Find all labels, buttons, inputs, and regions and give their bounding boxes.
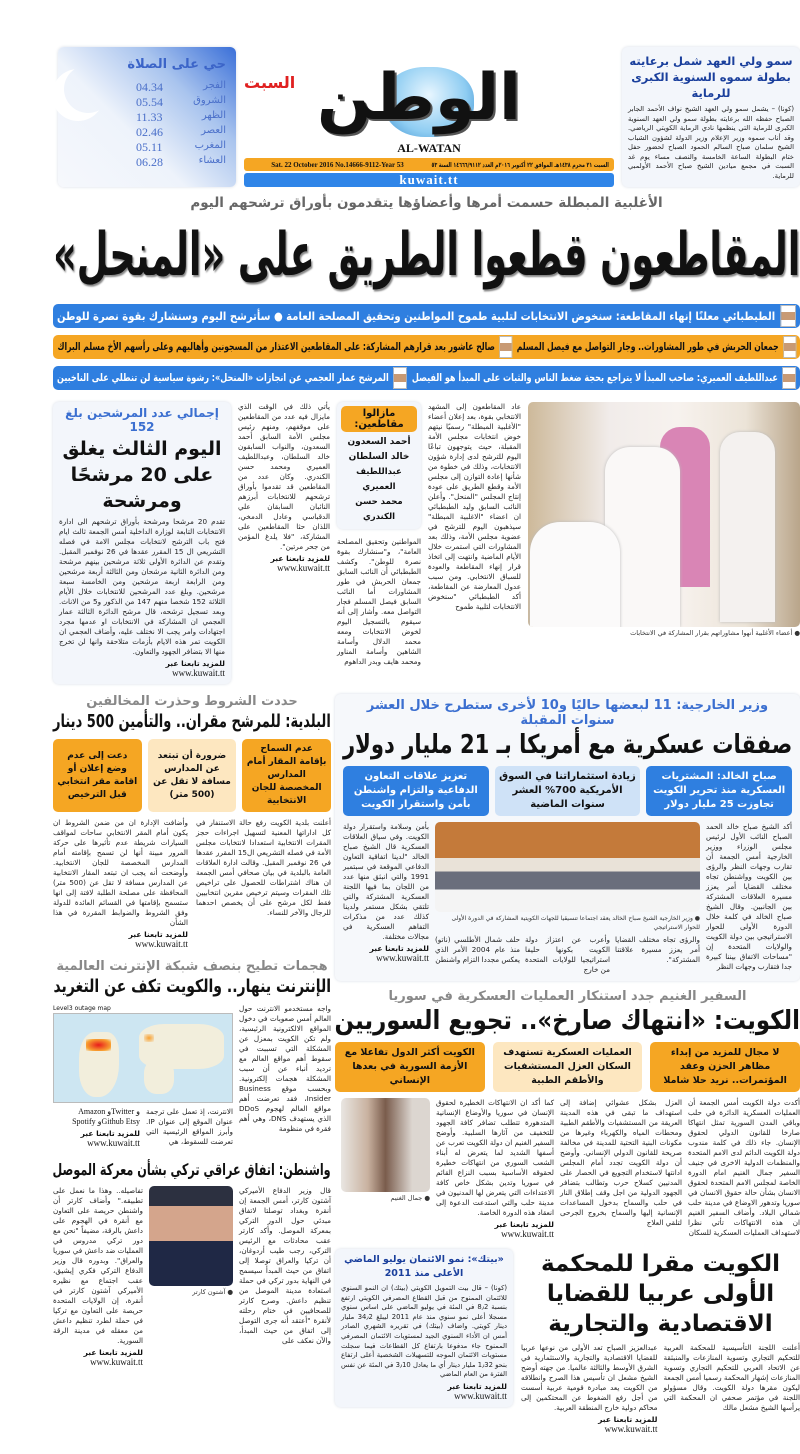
internet-kicker: هجمات تطيح بنصف شبكة الإنترنت العالمية <box>53 959 331 974</box>
more-link[interactable]: www.kuwait.tt <box>343 953 429 963</box>
headline-wrap <box>53 709 331 735</box>
court-col2-wrap <box>521 1343 658 1434</box>
portrait-icon <box>780 305 796 327</box>
prayer-time: 11.33 <box>136 110 163 125</box>
municipality-headline: البلدية: للمرشح مقران.. والتأمين 500 دينار <box>53 709 331 735</box>
more-link[interactable]: www.kuwait.tt <box>59 668 225 678</box>
military-body-row <box>343 822 792 975</box>
municipality-body-row <box>53 818 331 949</box>
highlight-box: الكويت أكثر الدول تفاعلا مع الأزمة السورية في بعدها الإنساني <box>335 1042 485 1092</box>
more-label: للمزيد تابعنا عبر <box>53 930 188 939</box>
prayer-row <box>136 95 226 110</box>
date-english: Sat. 22 October 2016 No.14666-9112-Year 53 <box>271 161 404 169</box>
portrait-icon <box>782 367 796 389</box>
boycott-name: محمد حسن الكندري <box>341 495 417 525</box>
headline-wrap <box>343 728 792 762</box>
prayer-time: 05.11 <box>136 140 163 155</box>
date-bar <box>244 158 614 171</box>
prayer-time: 02.46 <box>136 125 163 140</box>
court-headline: الكويت مقرا للمحكمة الأولى عربيا للقضايا الاقتصادية والتجارية <box>521 1249 800 1339</box>
prayer-name: العشاء <box>199 155 226 170</box>
more-link[interactable]: www.kuwait.tt <box>53 1138 140 1148</box>
syria-boxes <box>335 1042 800 1092</box>
mosul-photo-caption: ● آشتون كارتر <box>149 1288 233 1297</box>
story-headline: سمو ولي العهد شمل برعايته بطولة سموه السنوية الكبرى للرماية <box>628 53 794 101</box>
more-link[interactable]: www.kuwait.tt <box>521 1424 658 1434</box>
bar-text: الطبطبائي معلنًا إنهاء المقاطعة: سنخوض الانتخابات لتلبية طموح المواطنين وتحقيق المصلحة العامة ● سأترشح اليوم وسنشارك بقوة نصرة للوطن <box>57 309 775 323</box>
date-english-wrap <box>249 161 426 169</box>
outage-map <box>53 1013 233 1103</box>
outage-hotspot <box>86 1039 111 1051</box>
military-bottom: حلف شمال الأطلسي (ناتو) منذ عام 2004 الأمر الذي يعكس مجددا التزام واشنطن <box>435 935 520 965</box>
internet-col1: واجه مستخدمو الانترنت حول العالم أمس صعوبات في دخول المواقع الالكترونية الرئيسية، ولم تكن الكويت بمعزل عن المشكلة التي تسببت في سقوط أهم مواقع العالم مع ترديد أنباء عن أن سبب المشكلة هجمات إلكترونية. وبحسب موقع Business Insider، فقد تعرضت أهم مواقع العالم لهجوم DDoS الذي يستهدف DNS، وهي أهم فقرة في منظومة <box>239 1004 331 1134</box>
boycott-name: خالد السلطان <box>341 450 417 465</box>
prayer-list <box>136 80 226 170</box>
prayer-row <box>136 110 226 125</box>
prayer-title: حي على الصلاة <box>68 57 226 72</box>
mosul-col1: قال وزير الدفاع الأميركي آشتون كارتر، أمس الجمعة إن أنقرة وبغداد توصلتا لاتفاق مبدئي حول الدور التركي بمعركة الموصل. وأكد كارتر عقب محادثات مع الرئيس التركي، رجب طيب أردوغان، أن تركيا والعراق توصلا إلى اتفاق من حيث المبدأ سيسمح في النهاية بدور تركي في حملة استعادة مدينة الموصل من تنظيم داعش. وصرح كارتر للصحافيين في ختام رحلته لأنقرة "أعتقد أنه جرى التوصل إلى اتفاق من حيث المبدأ، والآن نعكف على <box>239 1186 331 1346</box>
military-col1: أكد الشيخ صباح خالد الحمد الصباح النائب الأول لرئيس مجلس الوزراء ووزير الخارجية أمس الجمعة أن تقارب وجهات النظر والرؤى بين الكويت وواشنطن تجاه مختلف القضايا أمر يعزز مسيرة العلاقات المشتركة بين الجانبين. وقال الشيخ صباح الخالد في كلمة خلال الدورة الأولى للحوار الاستراتيجي بين دولة الكويت والولايات المتحدة إن "مساحات الاتفاق بيننا كبيرة جدا فتقارب وجهات النظر <box>706 822 792 972</box>
military-story <box>335 694 800 981</box>
outage-hotspot <box>144 1034 154 1042</box>
story-body: (كونا) – يشمل سمو ولي العهد الشيخ نواف الأحمد الجابر الصباح حفظه الله برعايته بطولة سمو ولي العهد السنوية الكبرى للرماية التي ينظمها نادي الرماية الكويتي الرياضي. وقد أناب سموه وزير الإعلام وزير الدولة لشؤون الشباب الشيخ سلمان صباح السالم الحمود الصباح لحضور حفل ختام البطولة الساعة الخامسة والنصف مساء يوم غد السبت في مجمع ميادين الشيخ صباح الأحمد الأولمبي للرماية. <box>628 105 794 181</box>
prayer-times-box <box>58 47 236 187</box>
header-row <box>53 47 800 187</box>
syria-photo <box>341 1098 430 1192</box>
military-boxes <box>343 766 792 816</box>
highlight-box: عدم السماح بإقامة المقار أمام المدارس المخصصة للجان الانتخابية <box>242 739 331 812</box>
internet-story <box>53 959 331 1148</box>
left-column <box>53 694 331 1367</box>
municipality-kicker: حددت الشروط وحذرت المخالفين <box>53 694 331 709</box>
lead-photo-caption: ● أعضاء الأغلبية أنهوا مشاوراتهم بقرار المشاركة في الانتخابات <box>528 629 800 638</box>
story-headline: صفقات عسكرية مع أمريكا بـ 21 مليار دولار <box>343 728 792 762</box>
highlight-box: زيادة استثماراتنا في السوق الأمريكية 700% العشر سنوات الماضية <box>495 766 641 816</box>
bar-text: صالح عاشور بعد قرارهم المشاركة: على المقاطعين الاعتذار من المسجونين وأهاليهم وعلى رأسهم الأخ مسلم البراك <box>57 341 494 353</box>
bar-text: جمعان الحربش في طور المشاورات.. وجار التواصل مع فيصل المسلم <box>516 341 778 353</box>
news-bar-1[interactable] <box>53 304 800 328</box>
military-photo-caption: ● وزير الخارجية الشيخ صباح الخالد يعقد اجتماعا تنسيقيا للجهات الكويتية المشاركة في الدورة الأولى للحوار الاستراتيجي <box>435 914 700 932</box>
internet-col3-wrap <box>53 1107 140 1148</box>
military-col2: بأمن وسلامة واستقرار دولة الكويت. وفي سياق العلاقات العسكرية قال الشيخ صباح الخالد "لدينا اتفاقية التعاون الدفاعي الموقعة في سبتمبر 1991 والتي انبثق منها عدد من اللجان بما فيها اللجنة العسكرية المشتركة والتي تلتقي بشكل مستمر ولدينا كذلك عدد من مذكرات التفاهم العسكرية في مجالات مختلفة. <box>343 822 429 942</box>
mosul-body-row <box>53 1186 331 1367</box>
bar-text: عبداللطيف العميري: صاحب المبدأ لا يتراجع بحجة ضغط الناس والثبات على المبدأ هو الفيصل <box>412 372 778 384</box>
lead-mid-column <box>337 402 421 667</box>
syria-col1: أكدت دولة الكويت أمس الجمعة أن العمليات العسكرية الدائرة في حلب وباقي المدن السورية تمثل انتهاكا صارخا للقانون الدولي لحقوق الإنسان. جاء ذلك في كلمة مندوب دولة الكويت الدائم لدى الامم المتحدة والمنظمات الدولية الاخرى في جنيف السفير جمال الغنيم امام الدورة الخاصة لمجلس الامم المتحدة لحقوق الانسان بشأن حالة حقوق الانسان في سوريا وتدهور الاوضاع في مدينة حلب شمالي البلاد. وأضاف السفير الغنيم ان هذه الانتهاكات تأتي نظرا لاستهداف العمليات العسكرية للسكان <box>688 1098 800 1238</box>
more-label: للمزيد تابعنا عبر <box>238 554 330 563</box>
internet-bottom-row <box>53 1107 233 1148</box>
syria-story <box>335 989 800 1239</box>
syria-body-row <box>335 1098 800 1239</box>
portrait-icon <box>783 336 796 358</box>
news-bar-2[interactable] <box>53 335 800 359</box>
military-photo <box>435 822 700 912</box>
mosul-story <box>53 1158 331 1367</box>
logo-latin: AL-WATAN <box>244 141 614 156</box>
military-center <box>435 822 700 975</box>
internet-headline: الإنترنت ينهار.. والكويت تكف عن التغريد <box>53 974 331 1000</box>
prayer-time: 06.28 <box>136 155 163 170</box>
boycott-box <box>337 402 421 529</box>
story-headline: اليوم الثالث يغلق على 20 مرشحًا ومرشحة <box>59 436 225 514</box>
highlight-box: صباح الخالد: المشتريات العسكرية منذ تحرير الكويت تجاوزت 25 مليار دولار <box>646 766 792 816</box>
court-bitak-row <box>335 1249 800 1434</box>
prayer-time: 04.34 <box>136 80 163 95</box>
moon-icon <box>64 65 112 113</box>
highlight-box: تعزيز علاقات التعاون الدفاعية والتزام واشنطن بأمن واستقرار الكويت <box>343 766 489 816</box>
figure <box>720 432 775 622</box>
mosul-col2-wrap <box>53 1186 143 1367</box>
boycott-title: مازالوا مقاطعين: <box>341 406 417 432</box>
portrait-icon <box>393 367 407 389</box>
mosul-photo <box>149 1186 233 1286</box>
mosul-photo-block <box>149 1186 233 1297</box>
bar-text: المرشح عمار العجمي عن انجازات «المنحل»: رشوة سياسية لن تنطلي على الناخبين <box>57 372 389 384</box>
day-label: السبت <box>244 73 300 92</box>
figure <box>530 522 620 627</box>
internet-map-block <box>53 1004 233 1148</box>
portrait-icon <box>499 336 512 358</box>
municipality-col1: أعلنت بلدية الكويت رفع حالة الاستنفار في كل اداراتها المعنية لتسهيل اجراءات حجز المقرات الانتخابية استعدادا لانتخابات مجلس الأمة في فصله التشريعي ال15 المقرر عقدها في 26 نوفمبر المقبل. وقالت ادارة العلاقات العامة بالبلدية في بيان صحافي أمس الجمعة ان هناك اشتراطات للحصول على تراخيص تلك المقرات وسيتم ترخيص مقرين انتخابيين فقط لكل مرشح على أن يخصص احدهما للرجال والآخر للنساء. <box>196 818 331 918</box>
mosul-headline: واشنطن: اتفاق عراقي تركي بشأن معركة الموصل <box>53 1158 331 1182</box>
lead-headline: المقاطعون قطعوا الطريق على «المنحل» <box>53 215 800 295</box>
prayer-name: الشروق <box>193 95 226 110</box>
syria-col2: العزل بشكل عشوائي إضافة إلى استهداف ما تبقى في هذه المدينة العريقة من المستشفيات والأطقم الطبية ومحطات المياه والكهرباء وغيرها من مكونات البنية التحتية للمدينة في مخالفة صريحة للقانون الدولي الإنساني. وأوضح أن دولة الكويت تجدد أمام المجلس ادانتها لاستخدام التجويع في الحصار على المدنيين كسلاح حرب وتطالب بتضافر الجهود الدولية من اجل وقف إطلاق النار في حلب والسماح بدخول المساعدات الإنسانية إليها والسماح بخروج الجرحى لتلقي العلاج <box>560 1098 682 1228</box>
court-col2: عبدالعزيز الصباح تعد الأولى من نوعها عربيا للقضايا الاقتصادية والتجارية والاستثمارية في الشرق الأوسط والثالثة عالميا. من جهته أوضح الشيخ مشعل ان تأسيس هذا الصرح وانطلاقه من الكويت يعد مبادرة قومية عربية أسست من أجل رفع الضغوط عن المحتكمين إلى محاكم دولية خارج المنطقة العربية. <box>521 1343 658 1413</box>
lead-photo <box>528 402 800 627</box>
court-body-row <box>521 1343 800 1434</box>
lead-kicker: الأغلبية المبطلة حسمت أمرها وأعضاؤها يتقدمون بأوراق ترشحهم اليوم <box>190 195 662 211</box>
highlight-box: لا مجال للمزيد من إبداء مظاهر الحزن وعقد المؤتمرات.. نريد حلا شاملا <box>650 1042 800 1092</box>
more-label: للمزيد تابعنا عبر <box>341 1382 507 1391</box>
story-headline: «بيتك»: نمو الائتمان يوليو الماضي الأعلى منذ 2011 <box>341 1253 507 1281</box>
more-link[interactable]: www.kuwait.tt <box>238 563 330 573</box>
more-label: للمزيد تابعنا عبر <box>521 1415 658 1424</box>
boycott-name: عبداللطيف العميري <box>341 465 417 495</box>
highlight-box: ضرورة أن تبتعد عن المدارس مسافة لا تقل عن (500 متر) <box>148 739 237 812</box>
more-link[interactable]: www.kuwait.tt <box>53 1357 143 1367</box>
court-story <box>521 1249 800 1434</box>
syria-headline: الكويت: «انتهاك صارخ».. تجويع السوريين <box>335 1004 800 1038</box>
syria-col3-wrap <box>436 1098 554 1239</box>
more-link[interactable]: www.kuwait.tt <box>341 1391 507 1401</box>
internet-body-row <box>53 1004 331 1148</box>
bitak-story <box>335 1249 513 1407</box>
prayer-name: العصر <box>201 125 226 140</box>
military-bottom-row <box>435 935 700 975</box>
lead-col3-wrap <box>238 402 330 573</box>
more-link[interactable]: www.kuwait.tt <box>436 1229 554 1239</box>
story-body: (كونا) – قال بيت التمويل الكويتي (بيتك) ان النمو السنوي للائتمان الممنوح من قبل القطاع المصرفي الكويتي ارتفع بنسبة 8٫2 في المئة في يوليو الماضي على اساس سنوي مسجلا أعلى نمو سنوي منذ عام 2011 ليبلغ 34٫2 مليار دينار كويتي. واضاف (بيتك) في تقريره الشهري الصادر أمس ان الأداء السنوي الجيد لمستويات الائتمان المصرفي الممنوح جاء مدفوعا بارتفاع كل القطاعات فيما سجلت مستويات الائتمان الموجه للتسهيلات الشخصية أعلى ارتفاع بنحو 1٫32 مليار دينار أي ما يعادل 3٫10 في المئة عن نفس الفترة من العام الماضي <box>341 1284 507 1380</box>
lead-section <box>53 402 800 684</box>
prayer-time: 05.54 <box>136 95 163 110</box>
prayer-row <box>136 80 226 95</box>
more-link[interactable]: www.kuwait.tt <box>53 939 188 949</box>
prayer-row <box>136 140 226 155</box>
logo-wrap <box>234 55 604 141</box>
front-page <box>53 0 800 1454</box>
more-label: للمزيد تابعنا عبر <box>53 1348 143 1357</box>
headline-wrap <box>53 1158 331 1182</box>
syria-kicker: السفير الغنيم جدد استنكار العمليات العسكرية في سوريا <box>335 989 800 1004</box>
more-label: للمزيد تابعنا عبر <box>59 659 225 668</box>
headline-wrap <box>335 1004 800 1038</box>
highlight-box: العمليات العسكرية تستهدف السكان العزل المستشفيات والأطقم الطبية <box>493 1042 643 1092</box>
military-bottom: وأعرب عن اعتزاز دولة الكويت بكونها حليفا استراتيجيا للولايات المتحدة من خارج <box>525 935 610 975</box>
municipality-col2-wrap <box>53 818 188 949</box>
mosul-col2: تفاصيله.. وهذا ما نعمل على تطبيقه." وأضاف كارتر أن واشنطن حريصة على التعاون مع أنقرة في الهجوم على داعش بالرقة، مضيفاً "نحن مع دور تركي مدروس في العمليات ضد داعش في سوريا والعراق". وبدوره قال وزير الدفاع التركي فكري إيشيق، عقب اجتماع مع نظيره الأميركي آشتون كارتر في أنقرة، إن الولايات المتحدة حريصة على التعاون مع تركيا في حملة لطرد تنظيم داعش من معقله في مدينة الرقة السورية. <box>53 1186 143 1346</box>
more-label: للمزيد تابعنا عبر <box>53 1129 140 1138</box>
lead-story-col1: عاد المقاطعون إلى المشهد الانتخابي بقوة، بعد إعلان أعضاء "الأغلبية المبطلة" رسميًا نيتهم خوض انتخابات مجلس الأمة المقبلة، حيث يتوجهون تباعًا اليوم للترشح لدى إدارة شؤون الانتخابات، وذلك في خطوة من شأنها إعادة التوازن إلى مجلس الأمة وقطع الطريق على عودة إنتاج المجلس "المنحل". وأعلن النائب السابق وليد الطبطبائي ان اعضاء "الاغلبية المبطلة" سيذهبون اليوم للترشح في عضوية مجلس الأمة، وذلك بعد المشاورات التي استمرت خلال الأيام الماضية وانتهت إلى اتخاذ قرار إنهاء المقاطعة والعودة للسباق الانتخابي. ومن سبب عدول المعارضة عن المقاطعة، أكد الطبطبائي "سنخوض الانتخابات لتلبية طموح <box>428 402 521 612</box>
continent-africa <box>144 1059 174 1094</box>
site-link[interactable]: kuwait.tt <box>244 173 614 187</box>
logo: الوطن <box>317 55 521 141</box>
internet-col3: Amazon وTwitter و Spotify وGithub Etsy <box>53 1107 140 1127</box>
syria-photo-block <box>341 1098 430 1203</box>
prayer-name: الظهر <box>202 110 226 125</box>
prayer-row <box>136 155 226 170</box>
syria-col3: كما أكد ان الانتهاكات الخطيرة لحقوق الإنسان في سوريا والأوضاع الإنسانية المتدهورة تتطلب تضافر كافة الجهود للتخفيف من آثارها السلبية. وأوضح السفير الغنيم ان دولة الكويت تعرب عن أسفها الشديد لما يتعرض له أبناء الشعب السوري من انتهاكات خطيرة لحقوقه الأساسية بسبب النزاع القائم في سوريا وتدين بشكل خاص كافة الاعتداءات التي يتعرض لها المدنيون في مدينة حلب والتي استدعت الدعوة إلى انعقاد هذه الدورة الخاصة. <box>436 1098 554 1218</box>
boycott-name: أحمد السعدون <box>341 435 417 450</box>
prayer-name: الفجر <box>203 80 226 95</box>
more-label: للمزيد تابعنا عبر <box>343 944 429 953</box>
court-col1: أعلنت اللجنة التأسيسية للمحكمة العربية للتحكيم التجاري وتسوية المنازعات والمنبثقة عن الاتحاد العربي للتحكيم التجاري وتسوية المنازعات إشهار المحكمة رسميا أمس الجمعة ليكون مقرها دولة الكويت. وقال مسؤولو اللجنة في مؤتمر صحفي ان المحكمة التي يرأسها الشيخ مشعل مالك <box>664 1343 800 1413</box>
lead-story-col2: المواطنين وتحقيق المصلحة العامة"، و"سنشارك بقوة نصرة للوطن". وكشف الطبطبائي أن النائب السابق جمعان الحربش في طور المشاورات أما النائب السابق فيصل المسلم فجار التواصل معه. وأشار إلى أنه سيقوم بالتسجيل اليوم لخوض الانتخابات ومعه محمد الدلال وأسامة الشاهين وأسامة المناور ومحمد هايف وبدر الداهوم <box>337 537 421 667</box>
candidates-story <box>53 402 231 684</box>
internet-col2: الانترنت، إذ تعمل على ترجمة عنوان الموقع إلى عنوان IP. وأبرز المواقع الرئيسية التي تعرضت للسقوط، هي <box>146 1107 233 1147</box>
prayer-row <box>136 125 226 140</box>
municipality-story <box>53 694 331 949</box>
military-bottom: والرؤى تجاه مختلف القضايا أمر يعزز مسيرة علاقتنا المشتركة". <box>615 935 700 965</box>
news-bar-3[interactable] <box>53 366 800 390</box>
highlight-box: دعت إلى عدم وضع إعلان أو اقامة مقر انتخابي قبل الترخيص <box>53 739 142 812</box>
lower-section <box>53 694 800 1434</box>
date-arabic-wrap <box>432 161 609 169</box>
headline-wrap <box>53 974 331 1000</box>
lead-story-col3: يأتي ذلك في الوقت الذي مايزال فيه عدد من المقاطعين على موقفهم، ومنهم رئيس مجلس الأمة السابق أحمد السعدون، والنواب السابقون خالد السلطان، وعبداللطيف العميري ومحمد حسن الكندري. وكان عدد من المقاطعين قد تقدموا بأوراق ترشحهم للانتخابات أبرزهم النائبان السابقان علي الدقباسي وعادل الدمخي، اللذان حثا المقاطعين على المشاركة، "فلا يلدغ المؤمن من جحر مرتين". <box>238 402 330 552</box>
story-body: تقدم 20 مرشحا ومرشحة بأوراق ترشحهم الى ادارة الانتخابات التابعة لوزارة الداخلية أمس الجمعة ثالث ايام فتح باب الترشح لانتخابات مجلس الامة في فصله التشريعي ال 15 المقرر عقدها في 26 نوفمبر المقبل. وتقدم عن الدائرة الأولى ثلاثة مرشحين بينهم مرشحة ومن الدائرة الثانية مرشحان ومن الثالثة أربعة مرشحين ومن الرابعة اربعة مرشحين ومن الخامسة سبعة مرشحين. وبلغ عدد المرشحين للانتخابات خلال الأيام الثلاثة 152 شخصا منهم 147 من الذكور و5 من الاناث. وبعد تسجيل ترشحه، قال مرشح الدائرة الثالثة عمار العجمي ان المشاركة في الانتخابات او عدمها مجرد اجتهادات وامر يجب الا نختلف عليه، وأضاف العجمي ان الكويت تمر هذه الايام بأزمات متلاحقة وانها لن تخرج منها الا بتضافر الجهود والتعاون. <box>59 517 225 657</box>
lead-photo-block <box>528 402 800 638</box>
municipality-col2: وأضافت الإدارة ان من ضمن الشروط ان يكون أمام المقر الانتخابي ساحات لمواقف السيارات شريطة عدم تأثيرها على حركة المرور مبينة أنها لن تسمح بإقامته أمام المدارس المخصصة للجان الانتخابية. وأوضحت أنه يجب ان تبتعد المقار الانتخابية عن المدارس مسافة لا تقل عن (500 متر) المحافظة على مصلحة الطلبة لافتة إلى انها ستسمح بإقامتها في القسائم العائدة للدولة وفق الشروط والضوابط المقررة في هذا الشأن <box>53 818 188 928</box>
lead-kicker-wrap <box>53 195 800 211</box>
lead-headline-wrap <box>53 213 800 297</box>
story-kicker: إجمالي عدد المرشحين بلغ 152 <box>59 406 225 434</box>
syria-photo-caption: ● جمال الغنيم <box>341 1194 430 1203</box>
prayer-name: المغرب <box>195 140 226 155</box>
logo-area <box>244 55 614 141</box>
municipality-boxes <box>53 739 331 812</box>
map-title: Level3 outage map <box>53 1004 233 1013</box>
masthead <box>244 47 614 187</box>
right-column <box>335 694 800 1434</box>
military-col2-wrap <box>343 822 429 963</box>
more-label: للمزيد تابعنا عبر <box>436 1220 554 1229</box>
date-arabic: السبت ٢١ محرم ١٤٣٨هـ الموافق ٢٢ أكتوبر ٢٠١٦م العدد ١٤٦٦٦/٩١١٢ السنة ٥٣ <box>432 161 609 169</box>
story-kicker: وزير الخارجية: 11 لبعضها حاليًا و10 لأخرى ستطرح خلال العشر سنوات المقبلة <box>343 698 792 728</box>
top-right-story <box>622 47 800 187</box>
